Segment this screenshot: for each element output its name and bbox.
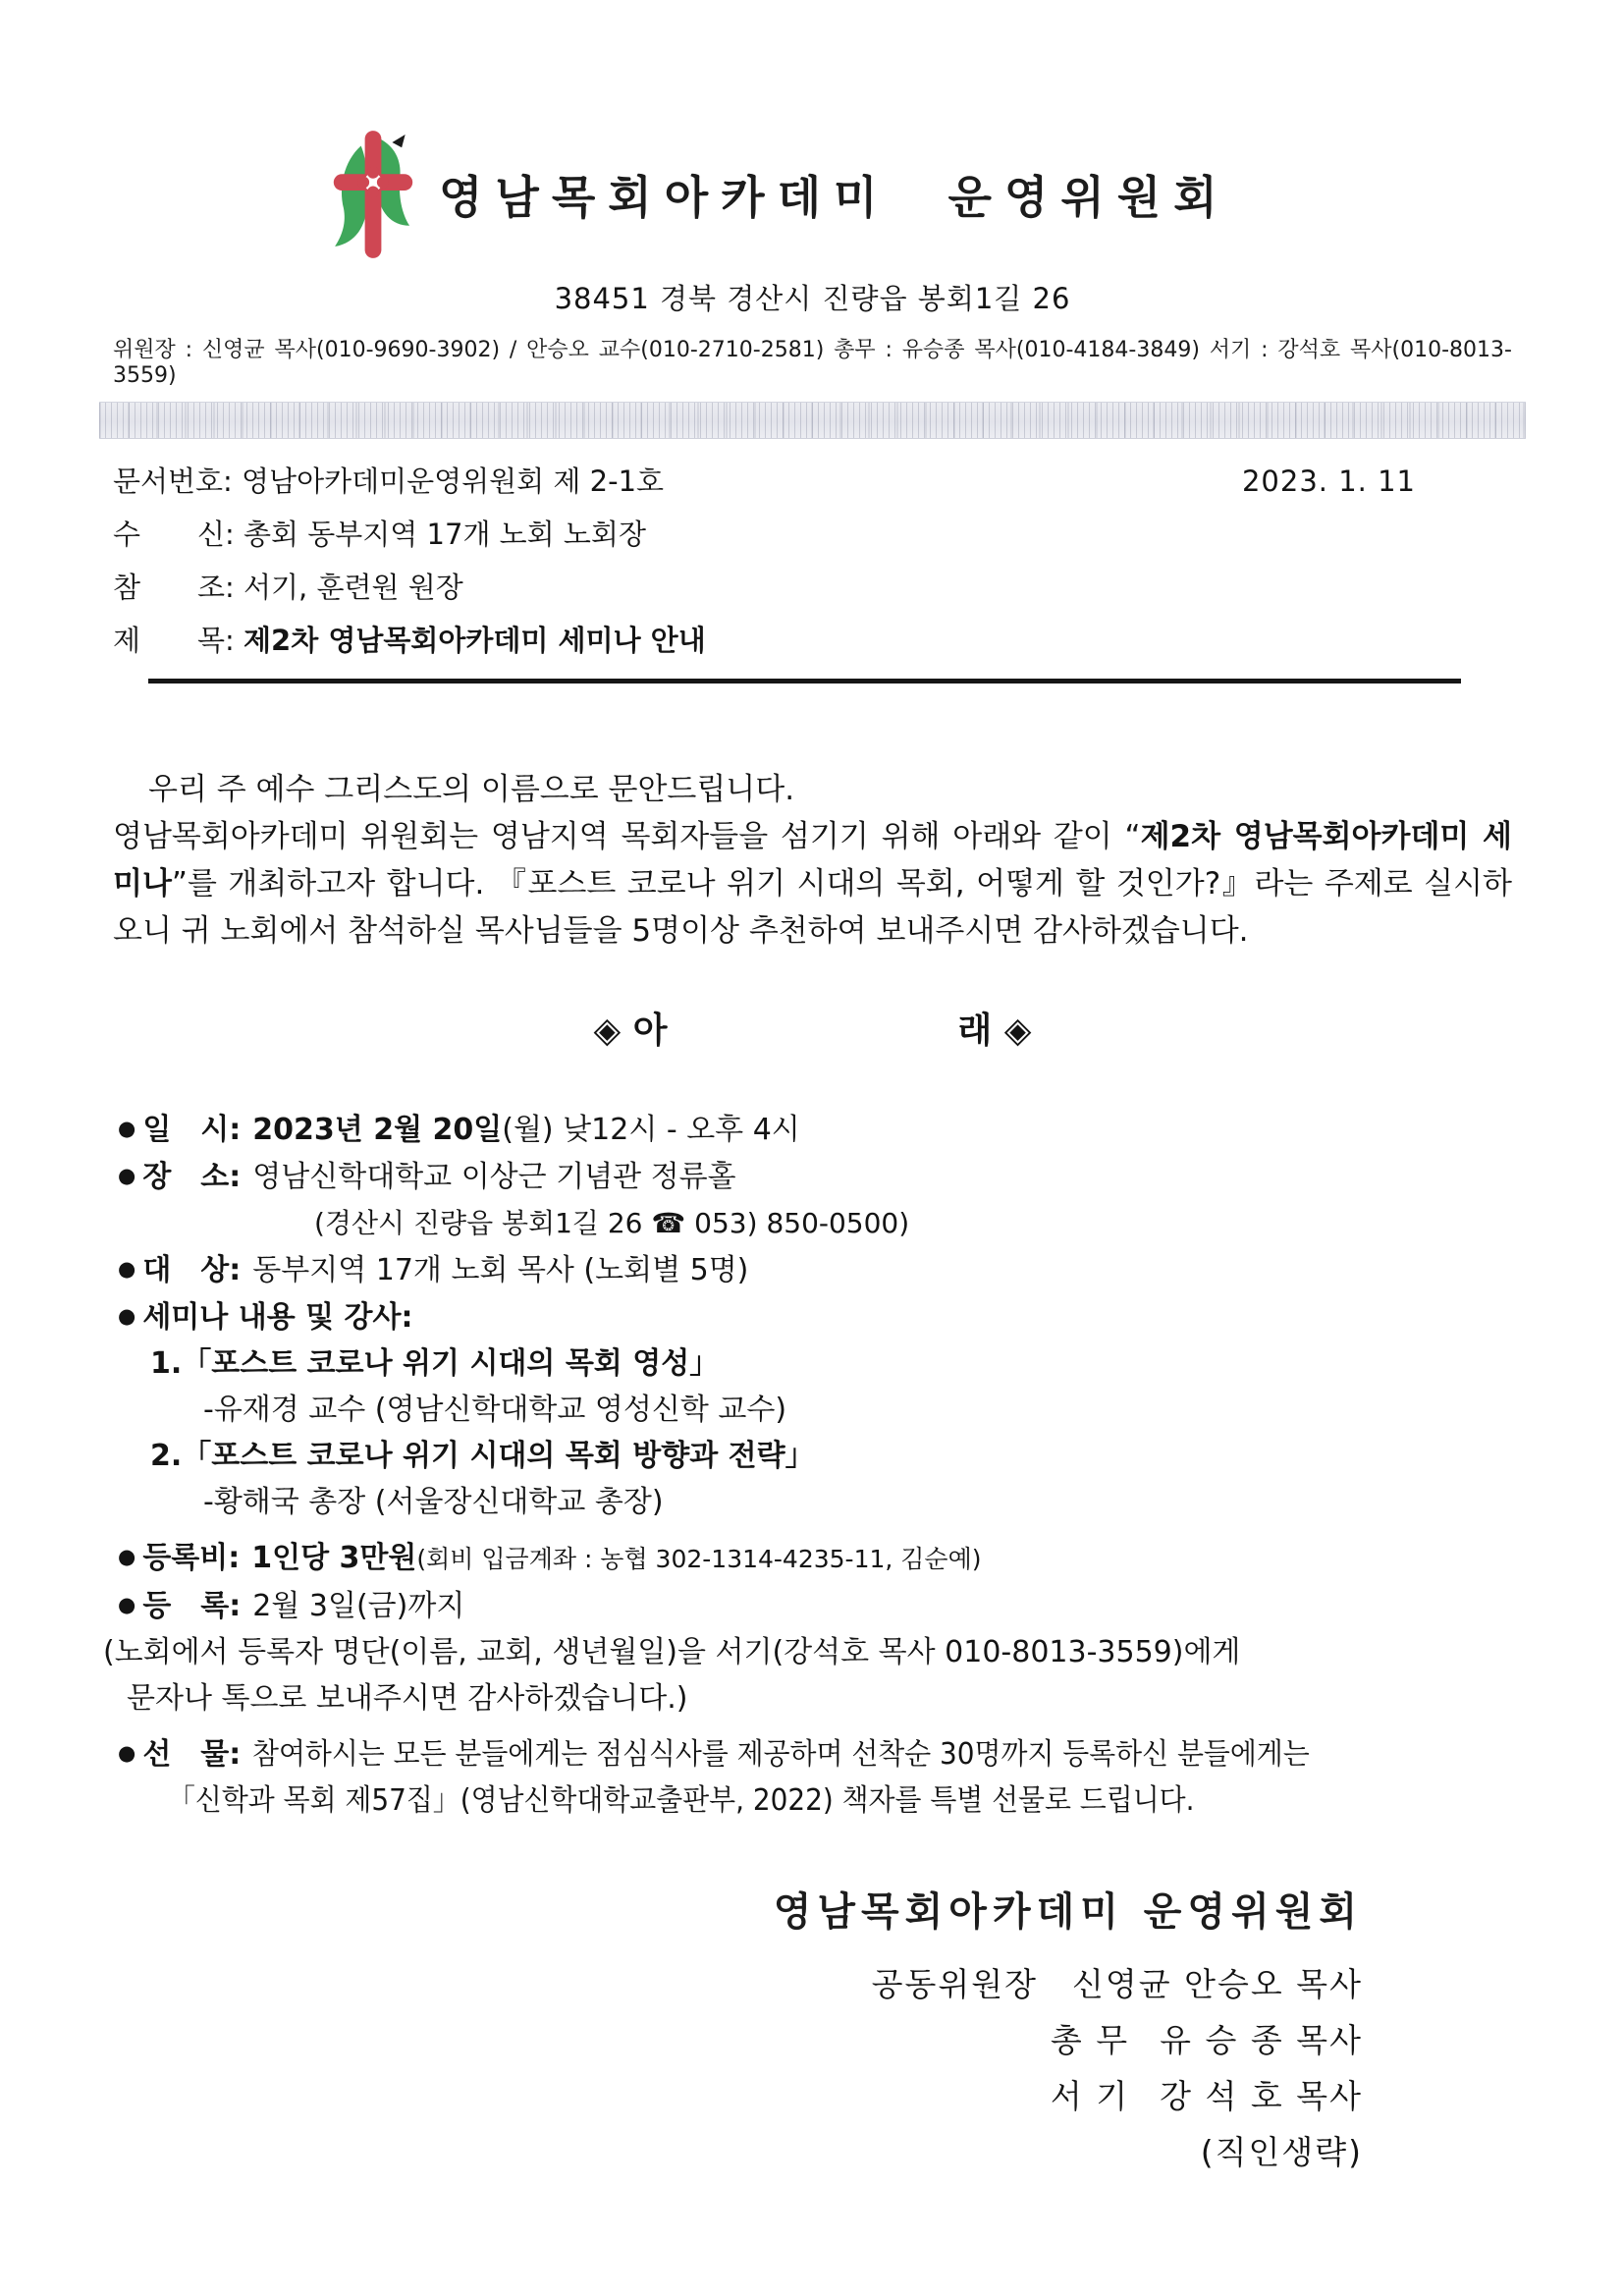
bullet-icon: ● <box>118 1304 136 1328</box>
registration-note-line2: 문자나 톡으로 보내주시면 감사하겠습니다.) <box>127 1681 688 1716</box>
letterhead-title-row <box>321 126 1512 263</box>
fee-label: 등록비: <box>142 1541 241 1575</box>
venue-label: 장 소: <box>142 1160 242 1194</box>
registration-deadline: 2월 3일(금)까지 <box>252 1589 465 1623</box>
detail-date <box>113 1106 1512 1153</box>
divider-rule <box>148 679 1461 683</box>
letterhead <box>113 126 1512 439</box>
seminar-details <box>103 1106 1512 1824</box>
registration-label: 등 록: <box>142 1589 242 1623</box>
venue-value: 영남신학대학교 이상근 기념관 정류홀 <box>252 1160 736 1194</box>
bullet-icon: ● <box>118 1257 136 1281</box>
seminar-lecturer-2: -황해국 총장 (서울장신대학교 총장) <box>203 1485 664 1519</box>
content-header-label: 세미나 내용 및 강사: <box>142 1300 413 1335</box>
bullet-icon: ● <box>118 1741 136 1765</box>
stamp-omitted-note: (직인생략) <box>1200 2133 1363 2171</box>
section-marker-right: 래 ◈ <box>957 1011 1032 1051</box>
date-value-rest: (월) 낮12시 - 오후 4시 <box>502 1113 800 1147</box>
seminar-topic-2: 2.「포스트 코로나 위기 시대의 목회 방향과 전략」 <box>150 1439 815 1473</box>
date-label: 일 시: <box>142 1113 242 1147</box>
signature-secretary: 서 기 강 석 호 목사 <box>1050 2077 1363 2115</box>
seminar-topic-1: 1.「포스트 코로나 위기 시대의 목회 영성」 <box>150 1346 720 1381</box>
subject-label: 제 목: <box>113 624 244 657</box>
signature-cochairs: 공동위원장 신영균 안승오 목사 <box>871 1965 1363 2003</box>
gift-book-note: 「신학과 목회 제57집」(영남신학대학교출판부, 2022) 책자를 특별 선물로 드립니다. <box>168 1783 1195 1818</box>
paragraph-segment: ”를 개최하고자 합니다. 『포스트 코로나 위기 시대의 목회, 어떻게 할 것인가?』라는 주제로 실시하오니 귀 노회에서 참석하실 목사님들을 5명이상 추천하여 보내주시면 감사하겠습니다. <box>113 866 1512 949</box>
gift-description-line1: 참여하시는 모든 분들에게는 점심식사를 제공하며 선착순 30명까지 등록하신 분들에게는 <box>252 1737 1311 1772</box>
detail-venue <box>113 1153 1512 1200</box>
subject-value: 제2차 영남목회아카데미 세미나 안내 <box>243 624 706 657</box>
paragraph-segment: 영남목회아카데미 위원회는 영남지역 목회자들을 섬기기 위해 아래와 같이 “ <box>113 819 1141 854</box>
doc-number-row <box>113 455 1512 508</box>
paragraph-seminar-name: 제2차 영남목회아카데미 세미나 <box>113 819 1512 902</box>
venue-address-phone: (경산시 진량읍 봉회1길 26 ☎ 053) 850-0500) <box>314 1207 910 1239</box>
org-contact-line: 위원장 : 신영균 목사(010-9690-3902) / 안승오 교수(010-2710-2581) 총무 : 유승종 목사(010-4184-3849) 서기 : 강석호 목사(010-8013-3559) <box>113 338 1512 388</box>
registration-note-line1: (노회에서 등록자 명단(이름, 교회, 생년월일)을 서기(강석호 목사 010-8013-3559)에게 <box>103 1635 1241 1669</box>
seminar-lecturer-1: -유재경 교수 (영남신학대학교 영성신학 교수) <box>203 1393 787 1427</box>
cross-leaf-logo-icon <box>321 129 425 260</box>
detail-content-header <box>113 1293 1512 1340</box>
detail-registration <box>113 1582 1512 1629</box>
gift-description-line2 <box>113 1777 1512 1824</box>
section-marker-arae <box>113 1008 1512 1055</box>
bullet-icon: ● <box>118 1545 136 1568</box>
bullet-icon: ● <box>118 1164 136 1187</box>
greeting-line: 우리 주 예수 그리스도의 이름으로 문안드립니다. <box>148 772 795 807</box>
letter-body <box>113 766 1512 1055</box>
decorative-scan-band <box>99 402 1526 439</box>
signature-block <box>113 1881 1512 2180</box>
subject-line <box>113 614 1512 667</box>
org-title: 영남목회아카데미 운영위원회 <box>439 171 1230 224</box>
fee-account-note: (회비 입금계좌 : 농협 302-1314-4235-11, 김순예) <box>416 1545 982 1573</box>
section-marker-left: ◈ 아 <box>593 1011 668 1051</box>
signature-general-affairs: 총 무 유 승 종 목사 <box>1050 2021 1363 2059</box>
fee-value-bold: 1인당 3만원 <box>251 1541 417 1575</box>
doc-date: 2023. 1. 11 <box>1241 465 1416 498</box>
main-paragraph <box>113 813 1512 955</box>
detail-target <box>113 1246 1512 1293</box>
target-value: 동부지역 17개 노회 목사 (노회별 5명) <box>252 1253 749 1287</box>
date-value-bold: 2023년 2월 20일 <box>252 1113 503 1147</box>
document-meta <box>113 455 1512 683</box>
detail-gift <box>113 1730 1512 1777</box>
gift-label: 선 물: <box>142 1737 242 1772</box>
target-label: 대 상: <box>142 1253 242 1287</box>
bullet-icon: ● <box>118 1593 136 1616</box>
cc-line: 참 조: 서기, 훈련원 원장 <box>113 571 463 604</box>
bullet-icon: ● <box>118 1117 136 1140</box>
doc-number: 문서번호: 영남아카데미운영위원회 제 2-1호 <box>113 465 665 498</box>
signature-org-name: 영남목회아카데미 운영위원회 <box>773 1889 1363 1935</box>
org-address: 38451 경북 경산시 진량읍 봉회1길 26 <box>554 282 1071 315</box>
recipient-line: 수 신: 총회 동부지역 17개 노회 노회장 <box>113 518 646 551</box>
detail-fee <box>113 1534 1512 1582</box>
